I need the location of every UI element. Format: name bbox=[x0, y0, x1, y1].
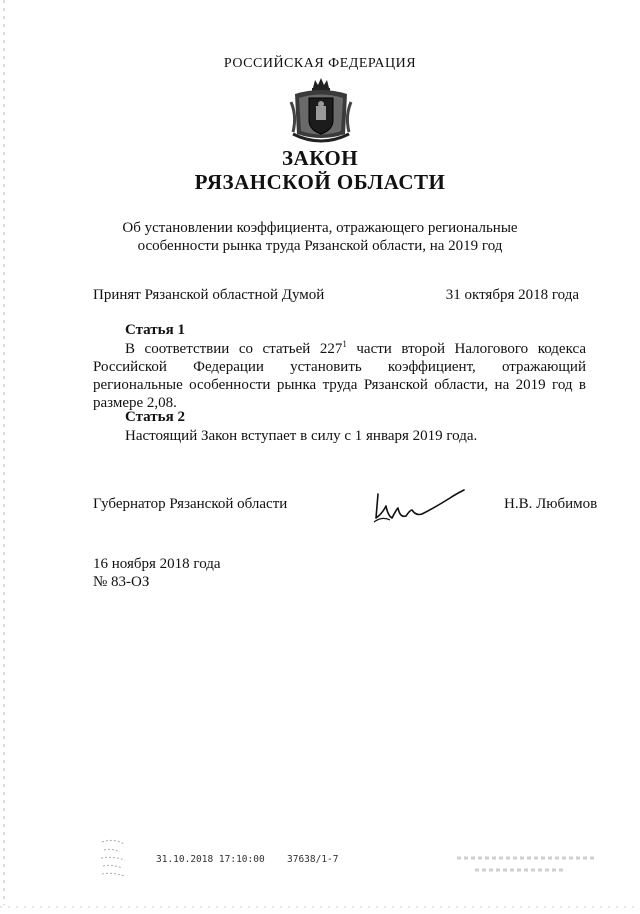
faint-stamp-text bbox=[455, 852, 605, 878]
law-number: № 83-ОЗ bbox=[93, 574, 150, 590]
law-title-line1: ЗАКОН bbox=[281, 146, 359, 170]
article1-text-part2: части второй Налогового кодекса Российской Федерации установить коэффициент, отражающий региональные особенности рынка труда Рязанской области, на 2019 год в размере 2,08. bbox=[93, 341, 586, 411]
law-title-line2: РЯЗАНСКОЙ ОБЛАСТИ bbox=[194, 170, 446, 194]
article1-superscript: 1 bbox=[342, 339, 347, 349]
article1-text-part1: В соответствии со статьей 227 bbox=[125, 341, 343, 357]
article2-heading: Статья 2 bbox=[125, 409, 185, 425]
footer-code: 37638/1-7 bbox=[287, 854, 339, 865]
scan-edge-left bbox=[3, 0, 5, 905]
subject-line1: Об установлении коэффициента, отражающего региональные bbox=[122, 220, 518, 236]
governor-title: Губернатор Рязанской области bbox=[93, 496, 288, 512]
article1-text bbox=[93, 340, 586, 412]
scan-edge-bottom bbox=[0, 896, 640, 900]
registration-stamp-icon bbox=[98, 836, 128, 882]
article2-text: Настоящий Закон вступает в силу с 1 января 2019 года. bbox=[125, 428, 478, 444]
adoption-date: 31 октября 2018 года bbox=[445, 287, 579, 303]
adopted-by: Принят Рязанской областной Думой bbox=[93, 287, 325, 303]
signing-date: 16 ноября 2018 года bbox=[93, 556, 221, 572]
coat-of-arms-icon bbox=[289, 76, 353, 146]
law-subject bbox=[0, 219, 640, 255]
footer-timestamp: 31.10.2018 17:10:00 bbox=[156, 854, 265, 865]
governor-name: Н.В. Любимов bbox=[504, 496, 598, 512]
article1-heading: Статья 1 bbox=[125, 322, 185, 338]
subject-line2: особенности рынка труда Рязанской области, на 2019 год bbox=[137, 238, 503, 254]
handwritten-signature bbox=[372, 484, 472, 530]
law-title bbox=[0, 146, 640, 194]
header-country: РОССИЙСКАЯ ФЕДЕРАЦИЯ bbox=[223, 56, 417, 71]
